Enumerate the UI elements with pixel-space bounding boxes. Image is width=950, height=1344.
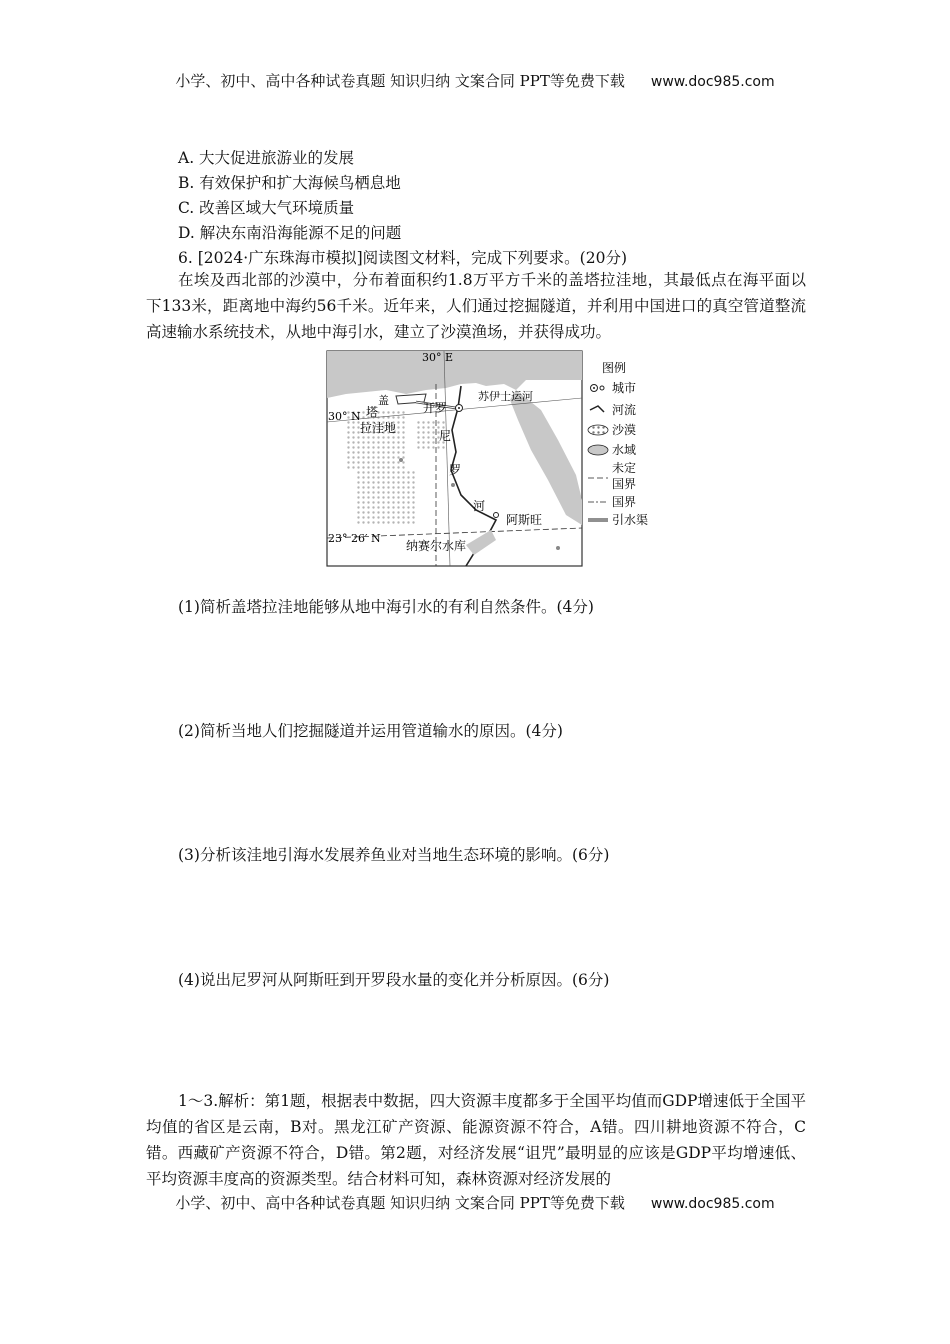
sub-question-1: (1)简析盖塔拉洼地能够从地中海引水的有利自然条件。(4分) [178,598,594,616]
page-footer [0,1192,950,1213]
egypt-map [326,350,658,568]
option-b: B. 有效保护和扩大海候鸟栖息地 [178,174,401,192]
footer-site[interactable]: www.doc985.com [650,1196,775,1212]
label-nile-3: 河 [473,499,486,513]
footer-text: 小学、初中、高中各种试卷真题 知识归纳 文案合同 PPT等免费下载 [175,1194,625,1212]
legend-border: 国界 [612,495,637,509]
city-aswan [494,513,499,518]
label-depression-2: 塔 [366,405,379,419]
label-lat-23: 23° 26′ N [328,532,381,545]
answer-analysis: 1～3.解析：第1题，根据表中数据，四大资源丰度都多于全国平均值而GDP增速低于全国平均值的省区是云南，B对。黑龙江矿产资源、能源资源不符合，A错。四川耕地资源不符合，C错。西藏矿产资源不符合，D错。第2题，对经济发展“诅咒”最明显的应该是GDP平均增速低、平均资源丰度高的资源类型。结合材料可知，森林资源对经济发展的 [146,1092,806,1188]
sub-question-2: (2)简析当地人们挖掘隧道并运用管道输水的原因。(4分) [178,722,563,740]
page-header [0,70,950,91]
legend-desert: 沙漠 [612,423,637,437]
legend-river: 河流 [612,403,637,417]
label-lon: 30° E [422,351,454,364]
header-site[interactable]: www.doc985.com [650,74,775,90]
sub-question-3: (3)分析该洼地引海水发展养鱼业对当地生态环境的影响。(6分) [178,846,610,864]
label-suez: 苏伊士运河 [478,390,533,403]
legend-water-icon [588,445,608,455]
legend-desert-icon [588,425,608,435]
label-nile-1: 尼 [439,429,452,443]
sub-question-4: (4)说出尼罗河从阿斯旺到开罗段水量的变化并分析原因。(6分) [178,971,610,989]
label-lat-30: 30° N [328,410,361,423]
header-text: 小学、初中、高中各种试卷真题 知识归纳 文案合同 PPT等免费下载 [175,72,625,90]
legend-undefined-2: 国界 [612,477,637,491]
option-c: C. 改善区域大气环境质量 [178,199,355,217]
city-dot-3 [556,546,560,550]
option-d: D. 解决东南沿海能源不足的问题 [178,224,402,242]
question-6-title: 6. [2024·广东珠海市模拟]阅读图文材料，完成下列要求。(20分) [178,249,628,267]
map-legend [588,360,648,527]
label-nasser: 纳赛尔水库 [406,539,467,553]
label-nile-2: 罗 [449,463,462,477]
label-aswan: 阿斯旺 [506,513,543,527]
city-dot-2 [451,483,455,487]
desert-area-2 [356,470,416,525]
legend-water: 水域 [612,443,637,457]
legend-river-icon [590,406,604,412]
label-depression-1: 盖 [378,394,389,407]
question-6-material: 在埃及西北部的沙漠中，分布着面积约1.8万平方千米的盖塔拉洼地，其最低点在海平面以下133米，距离地中海约56千米。近年来，人们通过挖掘隧道，并利用中国进口的真空管道整流高速输水系统技术，从地中海引水，建立了沙漠渔场，并获得成功。 [146,271,806,341]
option-a: A. 大大促进旅游业的发展 [178,149,355,167]
legend-title: 图例 [602,361,627,375]
city-dot-1 [399,458,403,462]
legend-city: 城市 [612,381,637,395]
legend-undefined-1: 未定 [612,461,637,475]
label-depression-3: 拉洼地 [360,421,397,435]
label-cairo: 开罗 [423,401,448,415]
legend-canal: 引水渠 [612,513,649,527]
